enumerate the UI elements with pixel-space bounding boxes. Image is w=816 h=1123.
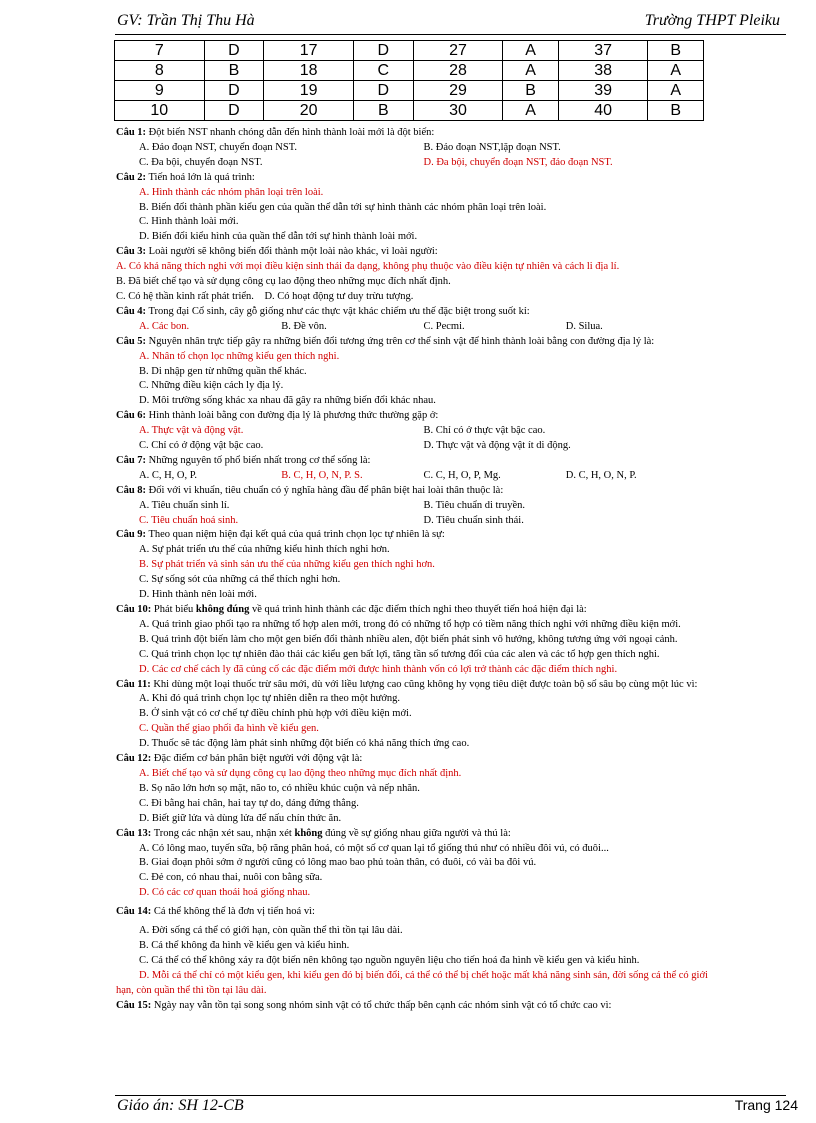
option-a-correct: A. Nhân tố chọn lọc những kiểu gen thích nghi.	[139, 350, 340, 362]
question-label: Câu 6:	[116, 410, 147, 422]
question-stem: Ngày nay vẫn tồn tại song song nhóm sinh vật có tổ chức thấp bên cạnh các nhóm sinh vật có tổ chức cao vì:	[153, 999, 612, 1011]
question-label: Câu 5:	[116, 335, 147, 347]
footer-divider	[115, 1095, 786, 1096]
footer-page-number: Trang 124	[734, 1097, 798, 1113]
question-stem-pre: Trong các nhận xét sau, nhận xét	[153, 827, 295, 839]
option-c: C. Đi bằng hai chân, hai tay tự do, dáng đứng thẳng.	[139, 797, 359, 809]
question-label: Câu 7:	[116, 454, 147, 466]
option-d: D. Biết giữ lửa và dùng lửa để nấu chín thức ăn.	[139, 812, 342, 824]
option-b: B. Đảo đoạn NST,lặp đoạn NST.	[423, 141, 561, 153]
header-teacher: GV: Trần Thị Thu Hà	[117, 12, 255, 29]
option-d: D. Môi trường sống khác xa nhau đã gây ra những biến đổi khác nhau.	[139, 395, 436, 407]
question-list	[116, 126, 708, 1013]
option-b: B. Biến đổi thành phần kiểu gen của quần thể dẫn tới sự hình thành các nhóm phân loại trên loài.	[139, 201, 547, 213]
question-number-cell: 39	[558, 81, 648, 101]
option-b: B. Chỉ có ở thực vật bậc cao.	[423, 425, 546, 437]
option-b: B. Tiêu chuẩn di truyền.	[423, 499, 525, 511]
option-c: C. Pecmi.	[423, 320, 465, 332]
question-label: Câu 2:	[116, 171, 147, 183]
question-label: Câu 8:	[116, 484, 147, 496]
option-a: A. C, H, O, P.	[139, 469, 198, 481]
question-13	[116, 827, 708, 902]
answer-letter-cell: A	[503, 101, 559, 121]
option-d: D. Có hoạt động tư duy trừu tượng.	[264, 290, 414, 302]
option-c: C. C, H, O, P, Mg.	[423, 469, 501, 481]
question-stem-post: đúng về sự giống nhau giữa người và thú là:	[322, 827, 511, 839]
question-label: Câu 12:	[116, 753, 152, 765]
footer-lesson-plan: Giáo án: SH 12-CB	[117, 1097, 244, 1114]
option-d: D. Thực vật và động vật ít di động.	[423, 440, 571, 452]
question-6	[116, 409, 708, 454]
question-number-cell: 18	[264, 61, 354, 81]
question-number-cell: 28	[413, 61, 503, 81]
question-number-cell: 38	[558, 61, 648, 81]
option-c: C. Đa bội, chuyển đoạn NST.	[139, 156, 263, 168]
answer-letter-cell: D	[353, 41, 413, 61]
answer-letter-cell: B	[648, 101, 704, 121]
question-stem-emphasis: không	[294, 827, 323, 839]
option-c: C. Những điều kiện cách ly địa lý.	[139, 380, 284, 392]
answer-letter-cell: D	[204, 101, 264, 121]
option-a-correct: A. Biết chế tạo và sử dụng công cụ lao động theo những mục đích nhất định.	[139, 767, 462, 779]
question-9	[116, 528, 708, 603]
question-label: Câu 4:	[116, 305, 147, 317]
question-10	[116, 603, 708, 678]
question-number-cell: 20	[264, 101, 354, 121]
question-15	[116, 999, 708, 1014]
option-c: C. Đẻ con, có nhau thai, nuôi con bằng sữa.	[139, 872, 323, 884]
option-c: C. Quá trình chọn lọc tự nhiên đào thải các kiểu gen bất lợi, tăng tần số tương đối của các alen và các tổ hợp gen thích nghi.	[139, 648, 660, 660]
answer-table-row	[115, 81, 704, 101]
answer-letter-cell: B	[204, 61, 264, 81]
question-4	[116, 305, 708, 335]
question-3	[116, 245, 708, 305]
option-d: D. C, H, O, N, P.	[565, 469, 637, 481]
question-stem-pre: Phát biểu	[153, 604, 196, 615]
option-d-correct: D. Các cơ chế cách ly đã củng cố các đặc điểm mới được hình thành vốn có lợi trở thành các đặc điểm thích nghi.	[139, 663, 618, 675]
answer-letter-cell: D	[204, 81, 264, 101]
option-d: D. Silua.	[565, 320, 603, 332]
question-label: Câu 13:	[116, 827, 152, 839]
answer-letter-cell: B	[353, 101, 413, 121]
option-c: C. Chỉ có ở động vật bậc cao.	[139, 440, 264, 452]
question-stem: Khi dùng một loại thuốc trừ sâu mới, dù với liều lượng cao cũng không hy vọng tiêu diệt được toàn bộ số sâu bọ cùng một lúc vì:	[153, 678, 698, 690]
question-number-cell: 40	[558, 101, 648, 121]
question-number-cell: 29	[413, 81, 503, 101]
question-11	[116, 678, 708, 753]
option-c: C. Cá thể có thể không xảy ra đột biến nên không tạo nguồn nguyên liệu cho tiến hoá đa hình về kiểu gen và kiểu hình.	[139, 954, 640, 966]
question-label: Câu 3:	[116, 246, 147, 258]
question-stem: Những nguyên tố phổ biến nhất trong cơ thể sống là:	[148, 454, 371, 466]
question-stem: Đột biến NST nhanh chóng dẫn đến hình thành loài mới là đột biến:	[148, 127, 435, 138]
option-d: D. Thuốc sẽ tác động làm phát sinh những đột biến có khả năng thích ứng cao.	[139, 738, 470, 750]
answer-letter-cell: B	[648, 41, 704, 61]
option-a: A. Đời sống cá thể có giới hạn, còn quần thể thì tồn tại lâu dài.	[139, 925, 403, 937]
option-a-correct: A. Các bon.	[139, 320, 190, 332]
option-a: A. Có lông mao, tuyến sữa, bộ răng phân hoá, có một số cơ quan lại tổ giống thú như có nhiều đôi vú, có đuôi...	[139, 842, 609, 854]
option-a: A. Quá trình giao phối tạo ra những tổ hợp alen mới, trong đó có những tổ hợp có tiềm năng thích nghi với những điều kiện mới.	[139, 618, 681, 630]
question-stem: Trong đại Cổ sinh, cây gỗ giống như các thực vật khác chiếm ưu thế đặc biệt trong suốt kỉ:	[148, 305, 530, 317]
question-stem: Theo quan niệm hiện đại kết quả của quá trình chọn lọc tự nhiên là sự:	[148, 529, 445, 541]
answer-letter-cell: A	[648, 81, 704, 101]
question-number-cell: 7	[115, 41, 205, 61]
header-school: Trường THPT Pleiku	[644, 12, 780, 29]
option-b: B. Ở sinh vật có cơ chế tự điều chỉnh phù hợp với điều kiện mới.	[139, 708, 412, 720]
answer-letter-cell: D	[353, 81, 413, 101]
question-8	[116, 484, 708, 529]
question-stem: Đặc điểm cơ bản phân biệt người với động vật là:	[153, 753, 363, 765]
question-stem: Tiến hoá lớn là quá trình:	[148, 171, 255, 183]
option-b: B. Giai đoạn phôi sớm ở người cũng có lông mao bao phủ toàn thân, có đuôi, có vài ba đôi vú.	[139, 857, 537, 869]
option-c: C. Có hệ thần kinh rất phát triển.	[116, 290, 254, 302]
option-d-correct: D. Đa bội, chuyển đoạn NST, đảo đoạn NST.	[423, 156, 613, 168]
option-c-correct: C. Quần thể giao phối đa hình về kiểu gen.	[139, 723, 319, 735]
question-stem: Loài người sẽ không biến đổi thành một loài nào khác, vì loài người:	[148, 246, 438, 258]
option-b-correct: B. Sự phát triển và sinh sản ưu thế của những kiểu gen thích nghi hơn.	[139, 559, 435, 571]
option-b: B. Quá trình đột biến làm cho một gen biến đổi thành nhiều alen, đột biến phát sinh vô hướng, không tương ứng với ngoại cảnh.	[139, 633, 678, 645]
answer-table-row	[115, 41, 704, 61]
question-stem-emphasis: không đúng	[195, 604, 250, 615]
option-c-correct: C. Tiêu chuẩn hoá sinh.	[139, 514, 239, 526]
question-stem-post: về quá trình hình thành các đặc điểm thích nghi theo thuyết tiến hoá hiện đại là:	[249, 604, 587, 615]
question-7	[116, 454, 708, 484]
question-label: Câu 1:	[116, 127, 147, 138]
option-d: D. Hình thành nên loài mới.	[139, 589, 257, 601]
question-number-cell: 30	[413, 101, 503, 121]
answer-letter-cell: D	[204, 41, 264, 61]
question-1	[116, 126, 708, 171]
question-label: Câu 14:	[116, 906, 152, 918]
option-a: A. Sự phát triển ưu thế của những kiểu hình thích nghi hơn.	[139, 544, 390, 556]
option-d: D. Biến đổi kiểu hình của quần thể dẫn tới sự hình thành loài mới.	[139, 231, 418, 243]
answer-letter-cell: A	[648, 61, 704, 81]
question-12	[116, 752, 708, 827]
option-a-correct: A. Thực vật và động vật.	[139, 425, 244, 437]
question-label: Câu 11:	[116, 678, 151, 690]
question-number-cell: 19	[264, 81, 354, 101]
question-number-cell: 10	[115, 101, 205, 121]
option-a: A. Đảo đoạn NST, chuyển đoạn NST.	[139, 141, 297, 153]
question-label: Câu 9:	[116, 529, 147, 541]
question-14	[116, 905, 708, 998]
option-a: A. Khi đó quá trình chọn lọc tự nhiên diễn ra theo một hướng.	[139, 693, 401, 705]
option-c: C. Hình thành loài mới.	[139, 216, 239, 228]
question-stem: Nguyên nhân trực tiếp gây ra những biến đổi tương ứng trên cơ thể sinh vật để hình thành loài bằng con đường địa lý là:	[148, 335, 655, 347]
option-b: B. Đề vôn.	[281, 320, 327, 332]
option-a-correct: A. Có khả năng thích nghi với mọi điều kiện sinh thái đa dạng, không phụ thuộc vào điều kiện tự nhiên và cách li địa lí.	[116, 261, 620, 273]
option-d-correct: D. Mỗi cá thể chỉ có một kiểu gen, khi kiểu gen đó bị biến đổi, cá thể có thể bị chết hoặc mất khả năng sinh sản, đời sống cá thể có giới hạn, còn quần thể thì tồn tại lâu dài.	[116, 969, 708, 996]
option-d-correct: D. Có các cơ quan thoái hoá giống nhau.	[139, 887, 311, 899]
header-divider	[115, 34, 786, 35]
option-d: D. Tiêu chuẩn sinh thái.	[423, 514, 524, 526]
question-number-cell: 9	[115, 81, 205, 101]
question-5	[116, 335, 708, 410]
answer-letter-cell: C	[353, 61, 413, 81]
option-a-correct: A. Hình thành các nhóm phân loại trên loài.	[139, 186, 324, 198]
answer-letter-cell: B	[503, 81, 559, 101]
answer-table-row	[115, 101, 704, 121]
question-2	[116, 171, 708, 246]
question-stem: Cá thể không thể là đơn vị tiến hoá vì:	[153, 906, 315, 918]
option-b: B. Di nhập gen từ những quần thể khác.	[139, 365, 307, 377]
question-number-cell: 17	[264, 41, 354, 61]
question-label: Câu 15:	[116, 999, 152, 1011]
option-b: B. Đã biết chế tạo và sử dụng công cụ lao động theo những mục đích nhất định.	[116, 276, 451, 288]
answer-letter-cell: A	[503, 41, 559, 61]
question-number-cell: 27	[413, 41, 503, 61]
question-stem: Hình thành loài bằng con đường địa lý là phương thức thường gặp ở:	[148, 410, 439, 422]
question-label: Câu 10:	[116, 604, 152, 615]
option-a: A. Tiêu chuẩn sinh lí.	[139, 499, 230, 511]
option-b-correct: B. C, H, O, N, P. S.	[281, 469, 363, 481]
question-stem: Đối với vi khuẩn, tiêu chuẩn có ý nghĩa hàng đầu để phân biệt hai loài thân thuộc là:	[148, 484, 504, 496]
option-b: B. Sọ não lớn hơn sọ mặt, não to, có nhiều khúc cuộn và nếp nhăn.	[139, 782, 420, 794]
question-number-cell: 8	[115, 61, 205, 81]
option-b: B. Cá thể không đa hình về kiểu gen và kiểu hình.	[139, 939, 350, 951]
option-c: C. Sự sống sót của những cá thể thích nghi hơn.	[139, 574, 341, 586]
question-number-cell: 37	[558, 41, 648, 61]
answer-table-row	[115, 61, 704, 81]
answer-letter-cell: A	[503, 61, 559, 81]
answer-table	[114, 40, 704, 121]
